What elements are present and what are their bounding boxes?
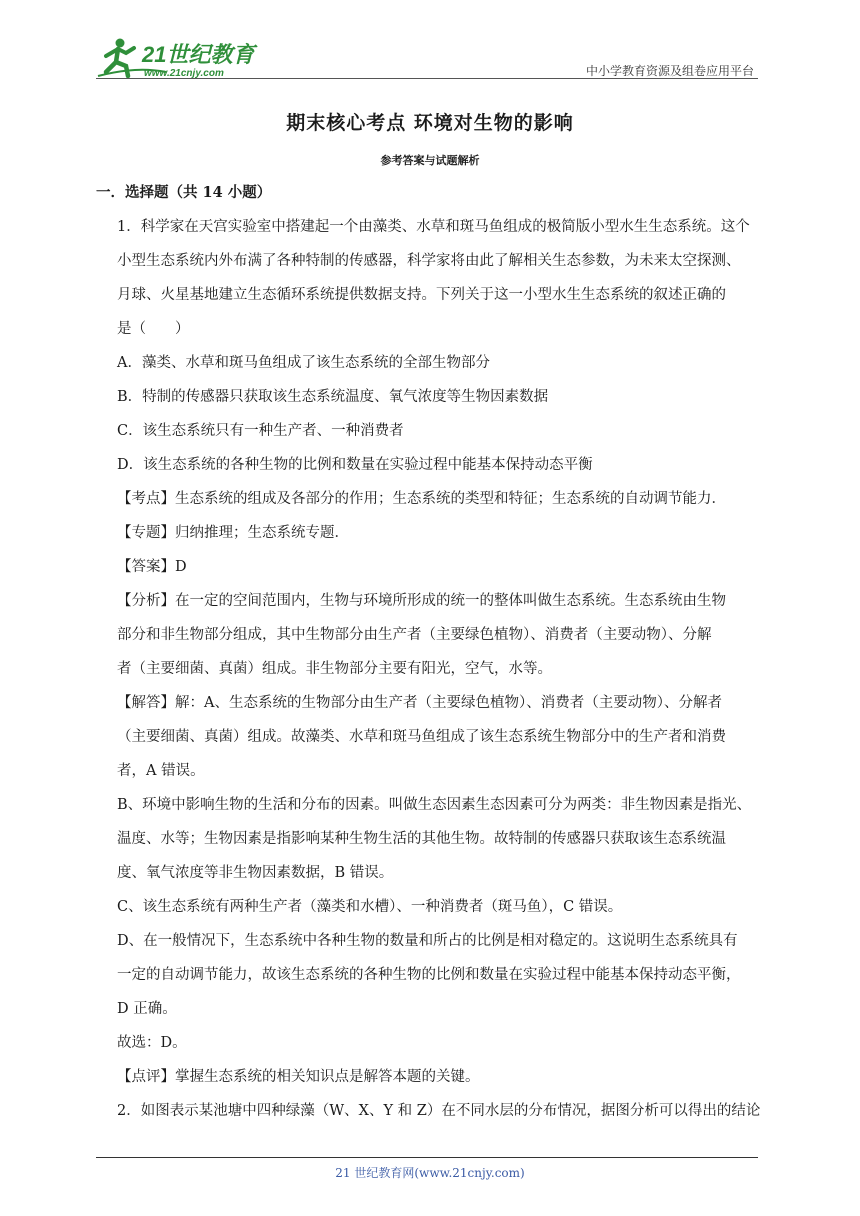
option-b: B．特制的传感器只获取该生态系统温度、氧气浓度等生物因素数据: [117, 389, 549, 405]
solution: D 正确。: [117, 1001, 177, 1017]
solution: 【解答】解：A、生态系统的生物部分由生产者（主要绿色植物）、消费者（主要动物）、分解者: [117, 695, 722, 711]
header-divider: [96, 78, 758, 79]
option-a: A．藻类、水草和斑马鱼组成了该生态系统的全部生物部分: [117, 355, 490, 371]
option-d: D．该生态系统的各种生物的比例和数量在实验过程中能基本保持动态平衡: [117, 457, 593, 473]
solution: （主要细菌、真菌）组成。故藻类、水草和斑马鱼组成了该生态系统生物部分中的生产者和消费: [117, 729, 726, 745]
solution: D、在一般情况下，生态系统中各种生物的数量和所占的比例是相对稳定的。这说明生态系统具有: [117, 933, 738, 949]
section-heading: 一．选择题（共 14 小题）: [96, 184, 272, 201]
question-1-stem: 是（ ）: [117, 321, 190, 337]
solution: 温度、水等；生物因素是指影响某种生物生活的其他生物。故特制的传感器只获取该生态系统温: [117, 831, 726, 847]
exam-point: 【考点】生态系统的组成及各部分的作用；生态系统的类型和特征；生态系统的自动调节能力．: [117, 491, 726, 507]
comment: 【点评】掌握生态系统的相关知识点是解答本题的关键。: [117, 1069, 480, 1085]
analysis: 【分析】在一定的空间范围内，生物与环境所形成的统一的整体叫做生态系统。生态系统由生物: [117, 593, 726, 609]
document-title: 期末核心考点 环境对生物的影响: [286, 112, 574, 134]
option-c: C．该生态系统只有一种生产者、一种消费者: [117, 423, 404, 439]
footer-divider: [96, 1157, 758, 1158]
question-2-stem: 2．如图表示某池塘中四种绿藻（W、X、Y 和 Z）在不同水层的分布情况，据图分析可以得出的结论: [117, 1103, 761, 1119]
solution: B、环境中影响生物的生活和分布的因素。叫做生态因素生态因素可分为两类：非生物因素是指光、: [117, 797, 752, 813]
analysis: 者（主要细菌、真菌）组成。非生物部分主要有阳光，空气，水等。: [117, 661, 552, 677]
analysis: 部分和非生物部分组成，其中生物部分由生产者（主要绿色植物）、消费者（主要动物）、分解: [117, 627, 712, 643]
solution: C、该生态系统有两种生产者（藻类和水槽）、一种消费者（斑马鱼），C 错误。: [117, 899, 623, 915]
answer: 【答案】D: [117, 559, 187, 575]
solution: 度、氧气浓度等非生物因素数据，B 错误。: [117, 865, 394, 881]
document-subtitle: 参考答案与试题解析: [380, 154, 480, 167]
question-1-stem: 1．科学家在天宫实验室中搭建起一个由藻类、水草和斑马鱼组成的极简版小型水生生态系统。这个: [117, 219, 750, 235]
page-header: [96, 30, 758, 82]
solution: 者，A 错误。: [117, 763, 205, 779]
platform-label: 中小学教育资源及组卷应用平台: [585, 64, 754, 78]
logo-21cnjy: [96, 36, 266, 80]
question-1-stem: 月球、火星基地建立生态循环系统提供数据支持。下列关于这一小型水生生态系统的叙述正确的: [117, 287, 726, 303]
solution: 一定的自动调节能力，故该生态系统的各种生物的比例和数量在实验过程中能基本保持动态平衡，: [117, 967, 741, 983]
footer-link[interactable]: 21 世纪教育网(www.21cnjy.com): [335, 1166, 525, 1180]
topic: 【专题】归纳推理；生态系统专题．: [117, 525, 349, 541]
solution-choice: 故选：D。: [117, 1035, 187, 1051]
logo-url: www.21cnjy.com: [144, 68, 224, 79]
question-1-stem: 小型生态系统内外布满了各种特制的传感器，科学家将由此了解相关生态参数，为未来太空探测、: [117, 253, 741, 269]
logo-text: 21世纪教育: [142, 42, 255, 67]
